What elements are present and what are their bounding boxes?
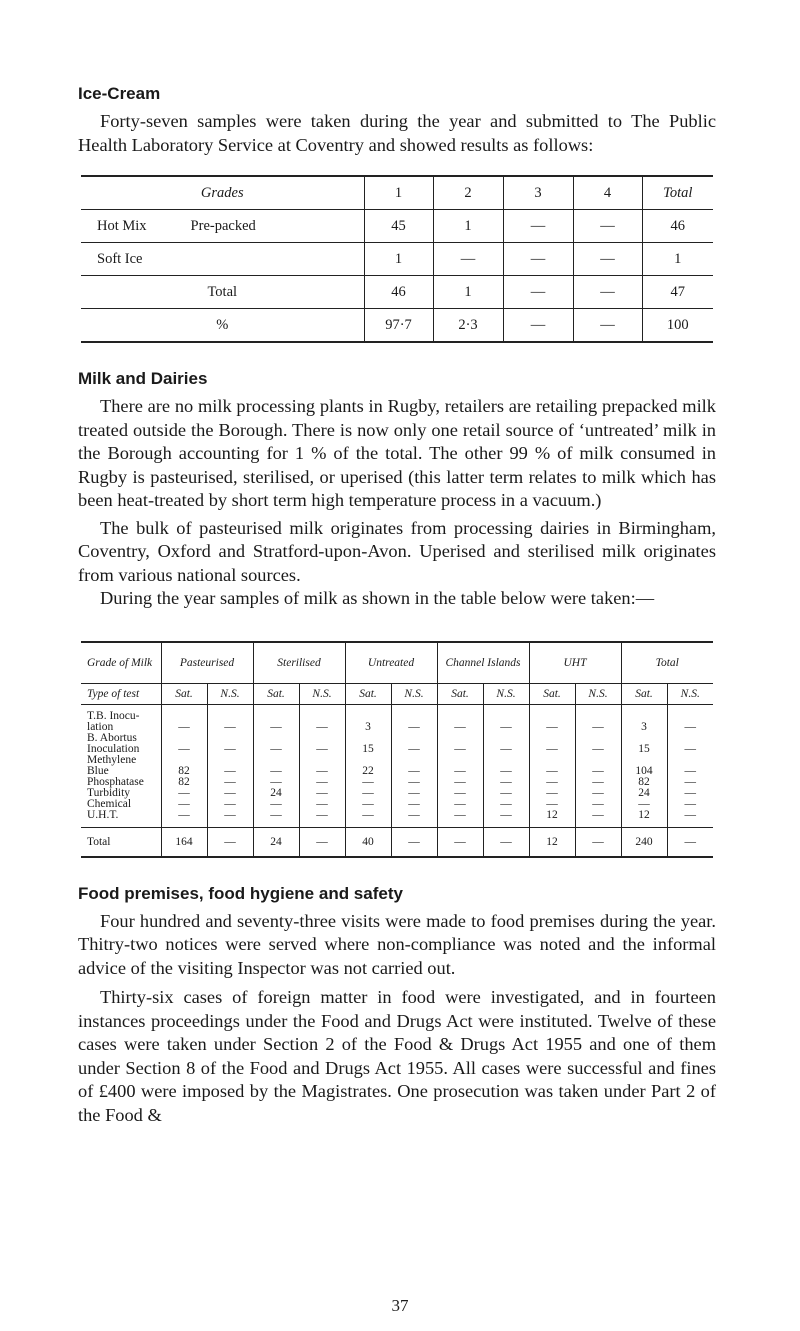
cell: — (546, 764, 558, 777)
cell: — (224, 775, 236, 788)
cell: 82 (178, 764, 190, 777)
cell (394, 755, 435, 766)
sub-header: Sat. (161, 683, 207, 704)
cell (532, 755, 573, 766)
value-column (161, 704, 207, 827)
grade-col: 3 (503, 176, 573, 210)
sub-header: Sat. (437, 683, 483, 704)
cell: — (408, 764, 420, 777)
food-para-1: Four hundred and seventy-three visits were made to food premises during the year. Thitry-two notices were served where non-compliance was noted and the informal advice of the visiting Inspector was not carried out. (78, 910, 716, 978)
milk-para-2: The bulk of pasteurised milk originates from processing dairies in Birmingham, Coventry, Oxford and Stratford-upon-Avon. Uperised and sterilised milk originates from various national sources. (78, 517, 716, 585)
total-cell: 24 (253, 827, 299, 857)
cell (348, 733, 389, 744)
cell: — (500, 808, 512, 821)
cell: — (224, 808, 236, 821)
cell: — (408, 742, 420, 755)
group-header: Pasteurised (161, 642, 253, 684)
cell (670, 755, 712, 766)
value-column (483, 704, 529, 827)
cell: 45 (364, 210, 433, 243)
cell: 1 (433, 276, 503, 309)
cell (486, 755, 527, 766)
cell (394, 733, 435, 744)
ice-cream-table (81, 175, 713, 343)
cell: — (546, 720, 558, 733)
cell: — (684, 786, 696, 799)
test-name: B. Abortus (87, 731, 137, 744)
total-cell: — (299, 827, 345, 857)
sub-header: Sat. (529, 683, 575, 704)
value-column (575, 704, 621, 827)
cell: 100 (642, 309, 713, 343)
cell: — (500, 764, 512, 777)
milk-total-row (81, 827, 713, 857)
cell: — (454, 742, 466, 755)
test-name: Chemical (87, 797, 132, 810)
cell (164, 755, 205, 766)
cell: — (316, 742, 328, 755)
cell: — (592, 720, 604, 733)
cell: 47 (642, 276, 713, 309)
cell: — (454, 808, 466, 821)
table-row (81, 243, 713, 276)
cell (578, 733, 619, 744)
grades-label: Grades (200, 184, 244, 201)
cell: 3 (641, 720, 647, 733)
cell (486, 711, 527, 722)
cell: — (362, 786, 374, 799)
cell: 24 (270, 786, 282, 799)
test-name: Methylene (87, 753, 137, 766)
grade-col: 4 (573, 176, 642, 210)
group-header: Total (621, 642, 713, 684)
cell (440, 755, 481, 766)
cell: 82 (638, 775, 650, 788)
cell: — (500, 742, 512, 755)
cell: — (178, 797, 190, 810)
cell (302, 755, 343, 766)
cell: — (362, 797, 374, 810)
grade-col: 1 (364, 176, 433, 210)
total-cell: — (483, 827, 529, 857)
cell: — (503, 210, 573, 243)
sub-header: N.S. (483, 683, 529, 704)
row-label: Hot Mix (97, 217, 147, 234)
cell (532, 733, 573, 744)
cell (302, 733, 343, 744)
group-header: Untreated (345, 642, 437, 684)
sub-header: N.S. (207, 683, 253, 704)
cell: — (408, 797, 420, 810)
value-column (207, 704, 253, 827)
milk-subheader-row (81, 683, 713, 704)
row-label: Soft Ice (81, 243, 364, 276)
cell: — (270, 775, 282, 788)
cell (164, 733, 205, 744)
milk-group-header-row (81, 642, 713, 684)
cell: 1 (433, 210, 503, 243)
sub-header: Sat. (345, 683, 391, 704)
sub-header: N.S. (299, 683, 345, 704)
cell: — (573, 276, 642, 309)
cell: — (684, 720, 696, 733)
cell: — (592, 786, 604, 799)
cell: — (408, 808, 420, 821)
page-number: 37 (391, 1296, 409, 1315)
cell: — (573, 243, 642, 276)
cell: — (270, 742, 282, 755)
cell (348, 711, 389, 722)
cell (486, 733, 527, 744)
cell: — (454, 720, 466, 733)
grade-col: 2 (433, 176, 503, 210)
cell (210, 755, 251, 766)
cell: 24 (638, 786, 650, 799)
value-column (345, 704, 391, 827)
test-name: Blue (87, 764, 109, 777)
cell: 97·7 (364, 309, 433, 343)
total-label: Total (81, 827, 161, 857)
cell: 12 (546, 808, 558, 821)
total-cell: — (207, 827, 253, 857)
cell: — (408, 786, 420, 799)
total-cell: 12 (529, 827, 575, 857)
sub-header: Sat. (253, 683, 299, 704)
cell: — (316, 764, 328, 777)
cell: — (573, 210, 642, 243)
cell: — (316, 786, 328, 799)
cell: — (684, 764, 696, 777)
cell: — (546, 742, 558, 755)
cell: — (270, 720, 282, 733)
sub-header: N.S. (575, 683, 621, 704)
cell (440, 733, 481, 744)
cell (164, 711, 205, 722)
cell: — (316, 720, 328, 733)
cell: — (592, 742, 604, 755)
cell (670, 711, 712, 722)
value-column (529, 704, 575, 827)
cell (578, 755, 619, 766)
cell (578, 711, 619, 722)
cell: 104 (635, 764, 653, 777)
cell: — (178, 786, 190, 799)
table-row (81, 309, 713, 343)
group-header: Sterilised (253, 642, 345, 684)
value-column (437, 704, 483, 827)
cell: — (454, 764, 466, 777)
cell: — (546, 786, 558, 799)
cell (256, 733, 297, 744)
total-cell: — (437, 827, 483, 857)
cell: 15 (362, 742, 374, 755)
total-col: Total (663, 184, 693, 201)
ice-cream-intro: Forty-seven samples were taken during the year and submitted to The Public Health Laboratory Service at Coventry and showed results as follows: (78, 111, 716, 155)
cell: 22 (362, 764, 374, 777)
cell: — (500, 720, 512, 733)
row-sublabel: Pre-packed (190, 217, 256, 234)
value-column (667, 704, 713, 827)
total-cell: — (575, 827, 621, 857)
cell (394, 711, 435, 722)
cell: — (592, 764, 604, 777)
total-cell: 164 (161, 827, 207, 857)
milk-body-row (81, 704, 713, 827)
cell: — (224, 742, 236, 755)
test-name: lation (87, 720, 114, 733)
cell: — (270, 764, 282, 777)
milk-table (81, 641, 713, 858)
cell: — (224, 797, 236, 810)
cell: — (546, 797, 558, 810)
cell (210, 711, 251, 722)
cell: — (224, 786, 236, 799)
cell: — (270, 797, 282, 810)
milk-para-3: During the year samples of milk as shown in the table below were taken:— (100, 588, 655, 608)
cell: 12 (638, 808, 650, 821)
cell: 46 (642, 210, 713, 243)
cell: — (503, 276, 573, 309)
milk-para-1: There are no milk processing plants in Rugby, retailers are retailing prepacked milk treated outside the Borough. There is now only one retail source of ‘untreated’ milk in the Borough accounting for 1 % of the total. The other 99 % of milk consumed in Rugby is pasteurised, sterilised, or uperised (this latter term relates to milk which has been heat-treated by short term high temperature process in a vacuum.) (78, 396, 716, 510)
group-header: Channel Islands (437, 642, 529, 684)
test-name: U.H.T. (87, 808, 119, 821)
test-name: Inoculation (87, 742, 140, 755)
food-heading: Food premises, food hygiene and safety (78, 883, 403, 903)
cell (256, 711, 297, 722)
cell: 3 (365, 720, 371, 733)
cell (440, 711, 481, 722)
type-of-test-label: Type of test (81, 683, 161, 704)
cell: — (178, 808, 190, 821)
row-label: % (81, 309, 364, 343)
food-para-2: Thirty-six cases of foreign matter in food were investigated, and in fourteen instances proceedings under the Food and Drugs Act were instituted. Twelve of these cases were taken under Section 2 of the Food & Drugs Act 1955 and one of them under Section 8 of the Food and Drugs Act 1955. All cases were successful and fines of £400 were imposed by the Magistrates. One prosecution was taken under Part 2 of the Food & (78, 987, 716, 1125)
cell (624, 755, 665, 766)
value-column (391, 704, 437, 827)
cell: 1 (642, 243, 713, 276)
page-content (78, 84, 716, 1127)
sub-header: Sat. (621, 683, 667, 704)
table-row (81, 276, 713, 309)
cell: — (224, 764, 236, 777)
cell: — (270, 808, 282, 821)
cell: — (178, 720, 190, 733)
cell: 82 (178, 775, 190, 788)
cell (256, 755, 297, 766)
cell: — (684, 742, 696, 755)
total-cell: — (391, 827, 437, 857)
sub-header: N.S. (391, 683, 437, 704)
cell: — (454, 775, 466, 788)
table-row (81, 210, 713, 243)
cell: — (592, 797, 604, 810)
test-name: Turbidity (87, 786, 131, 799)
cell: 2·3 (433, 309, 503, 343)
ice-header-row (81, 176, 713, 210)
cell: — (684, 775, 696, 788)
total-cell: — (667, 827, 713, 857)
cell: — (408, 775, 420, 788)
cell: — (178, 742, 190, 755)
sub-header: N.S. (667, 683, 713, 704)
cell: 46 (364, 276, 433, 309)
cell (624, 733, 665, 744)
cell: — (500, 775, 512, 788)
cell: — (684, 808, 696, 821)
cell: — (362, 775, 374, 788)
cell: 15 (638, 742, 650, 755)
cell: — (224, 720, 236, 733)
cell: — (592, 808, 604, 821)
value-column (253, 704, 299, 827)
grade-of-milk-label: Grade of Milk (81, 642, 161, 684)
cell: — (546, 775, 558, 788)
cell: — (500, 786, 512, 799)
cell: — (433, 243, 503, 276)
cell: — (638, 797, 650, 810)
cell (348, 755, 389, 766)
total-cell: 240 (621, 827, 667, 857)
cell: — (408, 720, 420, 733)
cell: — (316, 797, 328, 810)
row-label: Total (81, 276, 364, 309)
cell: — (500, 797, 512, 810)
cell: 1 (364, 243, 433, 276)
test-name: Phosphatase (87, 775, 144, 788)
cell: — (316, 808, 328, 821)
value-column (299, 704, 345, 827)
cell: — (503, 243, 573, 276)
cell: — (454, 797, 466, 810)
test-names (81, 704, 161, 827)
cell: — (684, 797, 696, 810)
cell (670, 733, 712, 744)
cell (302, 711, 343, 722)
group-header: UHT (529, 642, 621, 684)
cell (210, 733, 251, 744)
cell: — (316, 775, 328, 788)
cell: — (573, 309, 642, 343)
ice-cream-heading: Ice-Cream (78, 84, 161, 103)
cell: — (503, 309, 573, 343)
cell: — (362, 808, 374, 821)
cell (624, 711, 665, 722)
test-name: T.B. Inocu- (87, 709, 140, 722)
cell: — (454, 786, 466, 799)
value-column (621, 704, 667, 827)
cell: — (592, 775, 604, 788)
total-cell: 40 (345, 827, 391, 857)
milk-heading: Milk and Dairies (78, 369, 208, 388)
cell (532, 711, 573, 722)
